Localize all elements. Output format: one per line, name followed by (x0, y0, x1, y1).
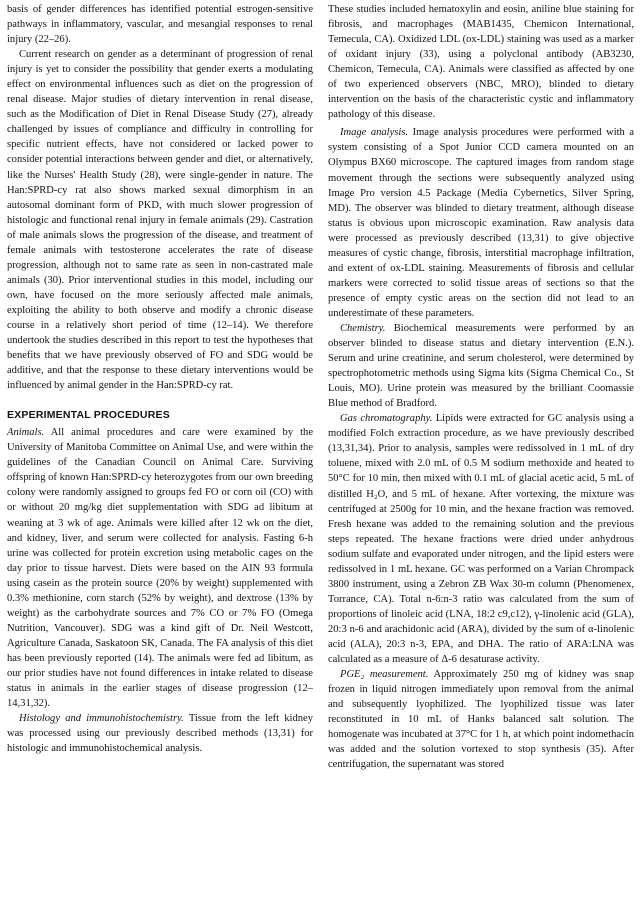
animals-text: All animal procedures and care were examined by the University of Manitoba Committee on Animal Use, and were within the guidelines of the Canadian Council on Animal Care. Surviving offspring of known Han:SPRD-cy heterozygotes from our own breeding colony were randomly assigned to groups fed FO or corn oil (CO) with or without 20 mg/kg diet supplementation with SDG ad libitum at weaning at 3 wk of age. Animals were killed after 12 wk on the diet, and kidney, liver, and serum were collected for analysis. Fasting 6-h urine was collected for protein excretion using metabolic cages on the day prior to tissue harvest. Diets were based on the AIN 93 formula using casein as the protein source (20% by weight) supplemented with 0.3% methionine, corn starch (52% by weight), and dextrose (13% by weight) as the carbohydrate sources and 7% CO or 7% FO (Omega Nutrition, Vancouver). SDG was a kind gift of Dr. Neil Westcott, Agriculture Canada, Saskatoon SK, Canada. The FA analysis of this diet has been previously reported (14). The animals were fed ad libitum, as our prior studies have not found differences in intake related to disease status in animals in the earlier stages of disease progression (12–14,31,32). (7, 427, 313, 710)
paragraph-histology (7, 711, 313, 756)
paragraph-chemistry (328, 321, 634, 411)
runin-heading-histology: Histology and immunohistochemistry. (19, 713, 184, 725)
runin-heading-chemistry: Chemistry. (340, 322, 386, 334)
chemistry-text: Biochemical measurements were performed by an observer blinded to disease status and dietary intervention (E.N.). Serum and urine creatinine, and serum cholesterol, were determined by spectrophotometric methods using Sigma kits (Sigma Chemical Co., St Louis, MO). Urine protein was measured by the brilliant Coomassie Blue method of Bradford. (328, 322, 634, 410)
paragraph-gas-chromatography (328, 411, 634, 667)
paragraph-current-research: Current research on gender as a determinant of progression of renal injury is yet to consider the possibility that gender exerts a modulating effect on environmental influences such as diet on the progression of renal disease. Major studies of dietary intervention in renal disease, such as the Modification of Diet in Renal Disease Study (27), already challenged by issues of compliance and difficulty in controlling for specific nutrient effects, have not considered or lacked power to consider potential interactions between gender and diet, or alternatively, like the Nurses' Health Study (28), were single-gender in nature. The Han:SPRD-cy rat also shows marked sexual dimorphism in an autosomal dominant form of PKD, with much slower progression of histologic and functional renal injury in female animals (29). Castration of male animals slows the progression of the disease, and treatment of female animals with testosterone accelerates the rate of disease progression, although not to same rate as seen in non-castrated male animals (30). Prior interventional studies in this model, including our own, have focused on the more seriously affected male animals, exploiting the ability to both observe and modify a chronic disease course in a relatively short period of time (12–14). We therefore undertook the studies described in this report to test the hypotheses that benefits that we have previously observed of FO and SDG would be additive, and that the response to these dietary interventions would be influenced by animal gender in the Han:SPRD-cy rat. (7, 49, 313, 392)
paragraph-staining: These studies included hematoxylin and eosin, aniline blue staining for fibrosis, and macrophages (MAB1435, Chemicon International, Temecula, CA). Oxidized LDL (ox-LDL) staining was used as a marker of oxidant injury (33), using a polyclonal antibody (AB3230, Chemicon, Temecula, CA). Animals were classified as affected by one of two experienced observers (NBC, MRO), blinded to dietary intervention on the basis of the characteristic cystic and inflammatory pathology of this disease. (328, 4, 634, 121)
paragraph-animals (7, 425, 313, 711)
runin-heading-animals: Animals. (7, 427, 45, 439)
right-column (328, 2, 634, 772)
section-heading-experimental-procedures: EXPERIMENTAL PROCEDURES (7, 409, 170, 422)
runin-heading-pge2: PGE₂ measurement. (340, 669, 429, 681)
paragraph-image-analysis (328, 125, 634, 321)
runin-heading-gas-chromatography: Gas chromatography. (340, 413, 433, 425)
paragraph-pge2-measurement (328, 667, 634, 772)
image-analysis-text: Image analysis procedures were performed with a system consisting of a Spot Junior CCD camera mounted on an Olympus BX60 microscope. The captured images from random stage movement through the sections were subsequently analyzed using Image Pro version 4.5 Package (Media Cybernetics, Silver Spring, MD). The observer was blinded to dietary treatment, although disease status is obvious upon microscopic examination. Raw analysis data were processed as previously described (13,31) to give objective measures of cystic change, fibrosis, interstitial macrophage infiltration, and extent of ox-LDL staining. Measurements of fibrosis and cellular markers were corrected to solid tissue areas of sections so that the presence of empty cystic areas on the section did not lead to an underestimate of these parameters. (328, 127, 635, 319)
paragraph-gender-basis: basis of gender differences has identified potential estrogen-sensitive pathways in inflammatory, vascular, and mesangial responses to renal injury (22–26). (7, 4, 313, 46)
histology-text: Tissue from the left kidney was processed using our previously described methods (13,31) for histologic and immunohistochemical analysis. (7, 713, 313, 755)
gas-chromatography-text: Lipids were extracted for GC analysis using a modified Folch extraction procedure, as we have previously described (13,31,34). Prior to analysis, samples were redissolved in 1 mL of dry toluene, mixed with 2.0 mL of 0.5 M sodium methoxide and heated to 50°C for 10 min, then mixed with 0.1 mL of glacial acetic acid, 5 mL of distilled H₂O, and 5 mL of hexane. After vortexing, the mixture was centrifuged at 2500g for 10 min, and the hexane fraction was removed. Fresh hexane was added to the remaining solution and the previous steps repeated. The hexane fractions were dried under anhydrous sodium sulfate and evaporated under nitrogen, and the lipid esters were redissolved in 1 mL hexane. GC was performed on a Varian Chrompack 3800 instrument, using a Zebron ZB Wax 30-m column (Phenomenex, Torrance, CA). Total n-6:n-3 ratio was calculated from the sum of proportions of linoleic acid (LNA, 18:2 c9,c12), γ-linolenic acid (GLA), 20:3 n-6 and arachidonic acid (ARA), divided by the sum of α-linolenic acid (ALA), 20:3 n-3, EPA, and DHA. The ratio of ARA:LNA was calculated as a measure of Δ-6 desaturase activity. (328, 413, 634, 666)
left-column (7, 2, 313, 756)
runin-heading-image-analysis: Image analysis. (340, 127, 409, 139)
pge2-text: Approximately 250 mg of kidney was snap frozen in liquid nitrogen immediately upon removal from the animal and subsequently lyophilized. The lyophilized tissue was later reconstituted in 10 mL of Hanks balanced salt solution. The homogenate was incubated at 37°C for 1 h, at which point indomethacin was added and the solution vortexed to stop synthesis (35). After centrifugation, the supernatant was stored (328, 669, 634, 771)
